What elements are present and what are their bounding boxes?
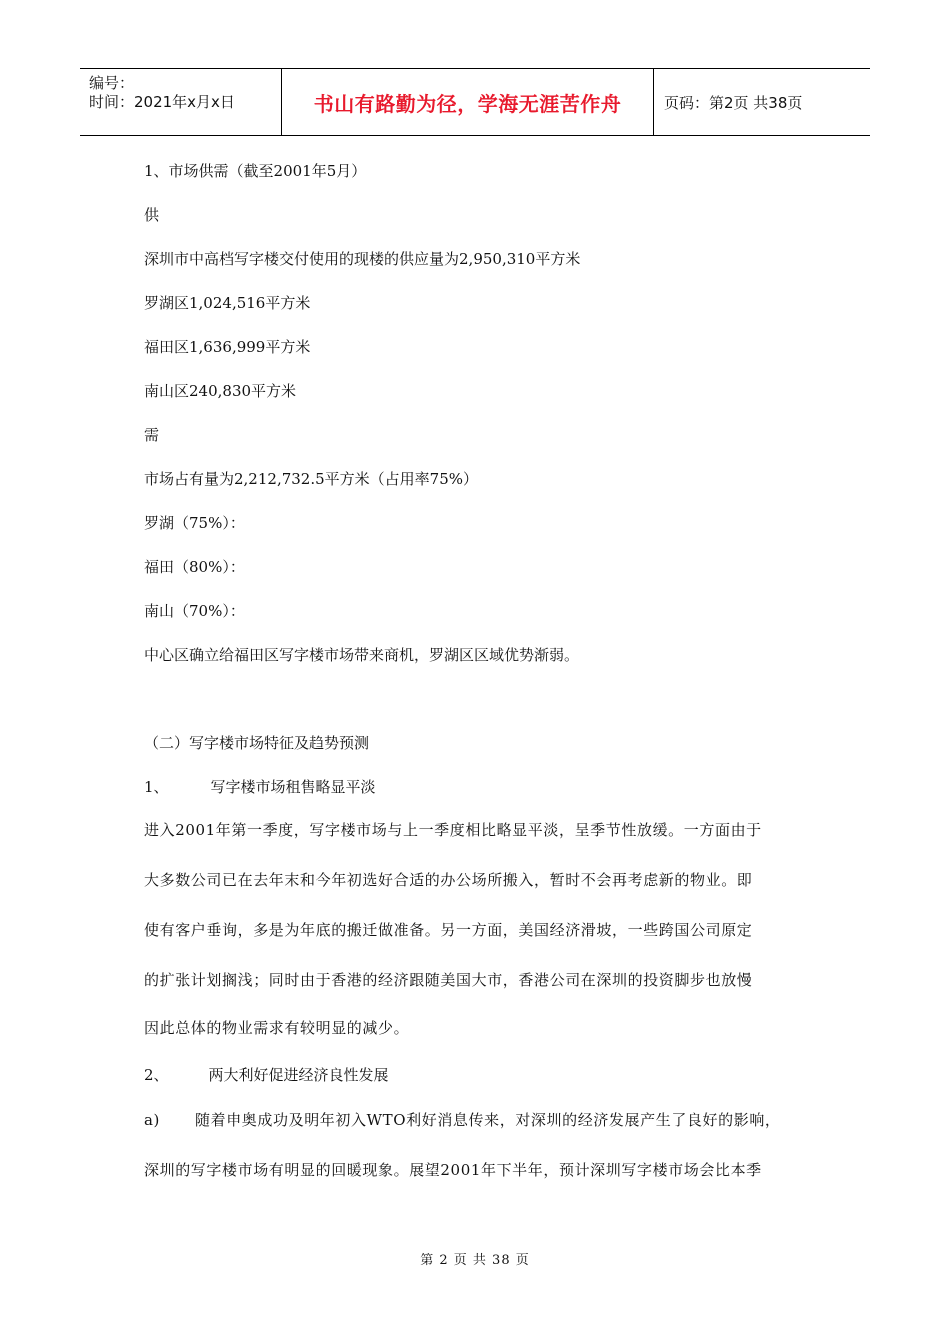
paragraph: 南山区240,830平方米 [144, 382, 297, 400]
section-heading: （二）写字楼市场特征及趋势预测 [144, 734, 370, 752]
demand-heading: 需 [144, 426, 160, 444]
paragraph: 因此总体的物业需求有较明显的减少。 [144, 1019, 410, 1037]
paragraph: 的扩张计划搁浅；同时由于香港的经济跟随美国大市，香港公司在深圳的投资脚步也放慢 [144, 971, 753, 989]
paragraph: 福田区1,636,999平方米 [144, 338, 311, 356]
list-item [144, 1113, 781, 1128]
paragraph: 深圳市中高档写字楼交付使用的现楼的供应量为2,950,310平方米 [144, 250, 581, 268]
paragraph: 罗湖区1,024,516平方米 [144, 294, 311, 312]
list-text: 两大利好促进经济良性发展 [208, 1066, 389, 1084]
numbered-heading [144, 1068, 389, 1083]
document-header [80, 68, 870, 136]
page-footer: 第 2 页 共 38 页 [420, 1253, 530, 1268]
paragraph: 南山（70%）： [144, 602, 245, 620]
header-motto-cell [282, 69, 654, 135]
paragraph: 进入2001年第一季度，写字楼市场与上一季度相比略显平淡，呈季节性放缓。一方面由于 [144, 821, 762, 839]
list-number: 2、 [144, 1066, 169, 1084]
list-text: 写字楼市场租售略显平淡 [210, 778, 376, 796]
list-number: 1、 [144, 778, 169, 796]
paragraph: 大多数公司已在去年末和今年初选好合适的办公场所搬入，暂时不会再考虑新的物业。即 [144, 871, 753, 889]
section-heading: 1、市场供需（截至2001年5月） [144, 162, 367, 180]
motto-text: 书山有路勤为径，学海无涯苦作舟 [313, 91, 622, 116]
paragraph: 深圳的写字楼市场有明显的回暖现象。展望2001年下半年，预计深圳写字楼市场会比本季 [144, 1161, 762, 1179]
header-page-cell [654, 69, 870, 135]
list-text: 随着申奥成功及明年初入WTO利好消息传来，对深圳的经济发展产生了良好的影响， [195, 1111, 781, 1129]
list-marker: a) [144, 1111, 160, 1129]
header-meta-cell [80, 69, 282, 135]
paragraph: 市场占有量为2,212,732.5平方米（占用率75%） [144, 470, 478, 488]
supply-heading: 供 [144, 206, 160, 224]
time-label: 时间：2021年x月x日 [89, 93, 235, 111]
page-info: 页码：第2页 共38页 [664, 93, 803, 112]
paragraph: 使有客户垂询，多是为年底的搬迁做准备。另一方面，美国经济滑坡，一些跨国公司原定 [144, 921, 753, 939]
paragraph: 福田（80%）： [144, 558, 245, 576]
paragraph: 罗湖（75%）： [144, 514, 245, 532]
number-label: 编号： [89, 74, 135, 92]
numbered-heading [144, 780, 376, 795]
paragraph: 中心区确立给福田区写字楼市场带来商机，罗湖区区域优势渐弱。 [144, 646, 580, 664]
